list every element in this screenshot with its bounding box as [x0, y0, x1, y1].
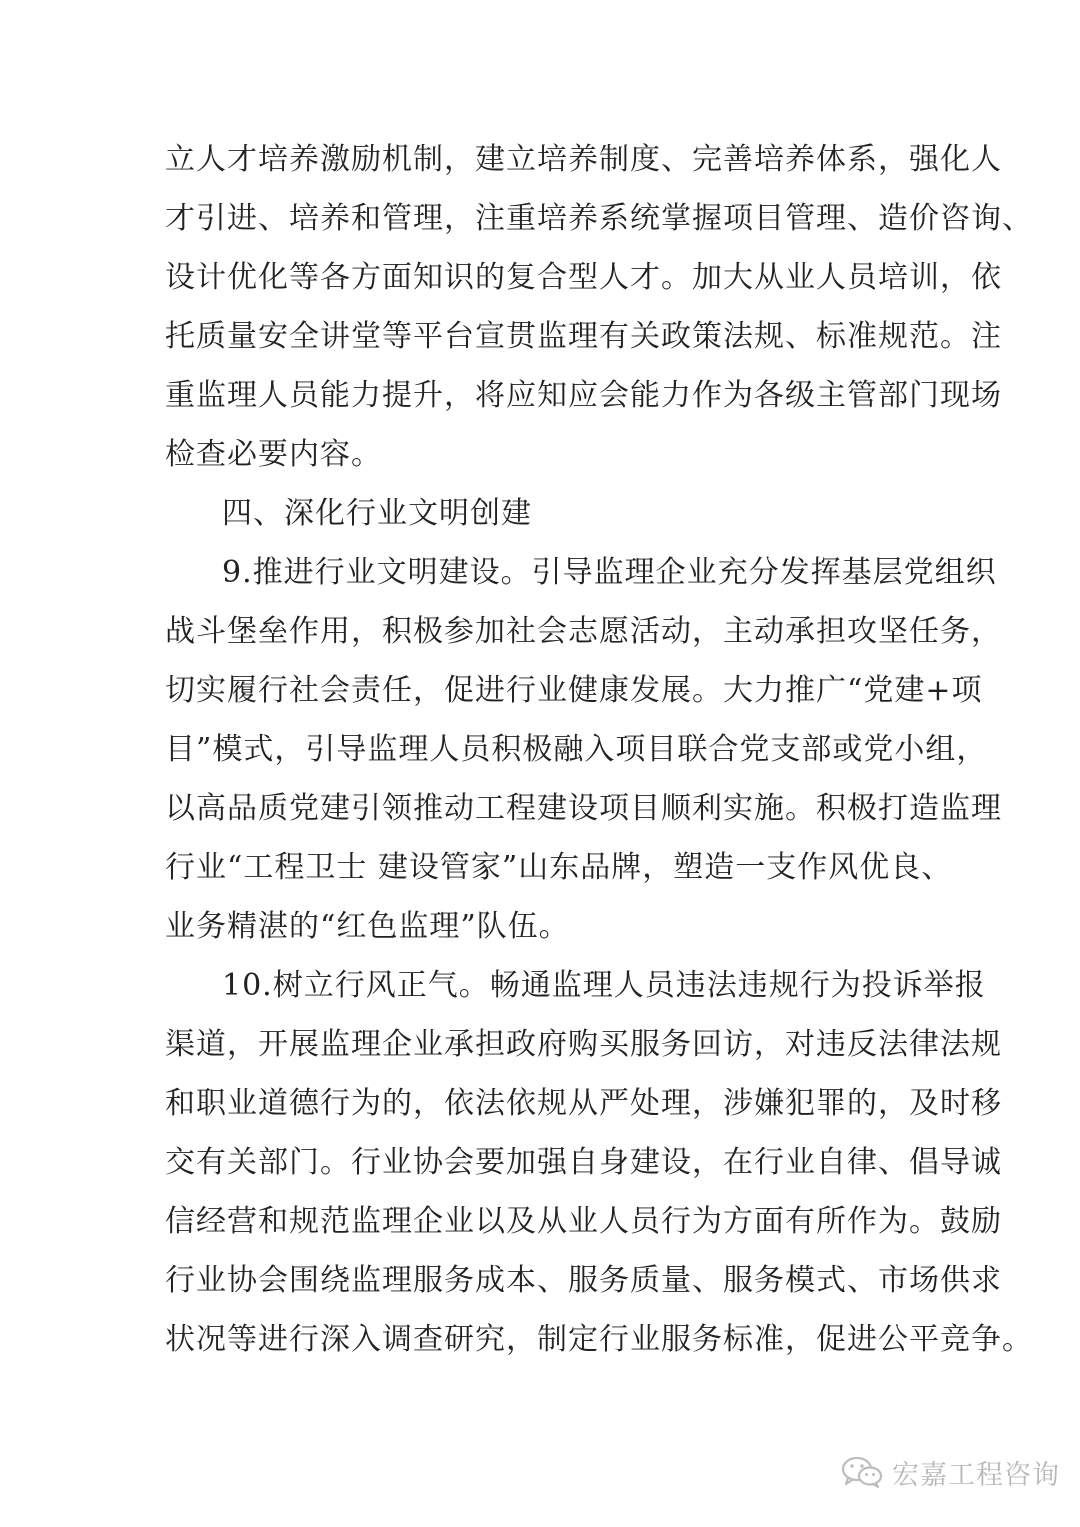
item-9-line: 目”模式，引导监理人员积极融入项目联合党支部或党小组，	[165, 732, 988, 767]
item-10-line: 和职业道德行为的，依法依规从严处理，涉嫌犯罪的，及时移	[165, 1086, 1002, 1121]
item-9-line: 行业“工程卫士 建设管家”山东品牌，塑造一支作风优良、	[165, 850, 953, 885]
item-9-line: 业务精湛的“红色监理”队伍。	[165, 909, 570, 944]
watermark-text: 宏嘉工程咨询	[892, 1459, 1060, 1491]
section-heading: 四、深化行业文明创建	[222, 496, 532, 531]
paragraph-line: 设计优化等各方面知识的复合型人才。加大从业人员培训，依	[165, 260, 1002, 295]
item-10-line: 交有关部门。行业协会要加强自身建设，在行业自律、倡导诚	[165, 1145, 1002, 1180]
item-10-line: 10.树立行风正气。畅通监理人员违法违规行为投诉举报	[222, 968, 986, 1003]
item-9-line: 以高品质党建引领推动工程建设项目顺利实施。积极打造监理	[165, 791, 1002, 826]
item-10-line: 状况等进行深入调查研究，制定行业服务标准，促进公平竞争。	[165, 1322, 1033, 1357]
item-9-line: 9.推进行业文明建设。引导监理企业充分发挥基层党组织	[222, 555, 997, 590]
item-9-line: 切实履行社会责任，促进行业健康发展。大力推广“党建+项	[165, 673, 983, 708]
watermark	[840, 1452, 1060, 1492]
paragraph-line: 重监理人员能力提升，将应知应会能力作为各级主管部门现场	[165, 378, 1002, 413]
item-10-line: 渠道，开展监理企业承担政府购买服务回访，对违反法律法规	[165, 1027, 1002, 1062]
paragraph-line: 托质量安全讲堂等平台宣贯监理有关政策法规、标准规范。注	[165, 319, 1002, 354]
item-9-line: 战斗堡垒作用，积极参加社会志愿活动，主动承担攻坚任务，	[165, 614, 1002, 649]
paragraph-line: 检查必要内容。	[165, 437, 382, 472]
item-10-line: 信经营和规范监理企业以及从业人员行为方面有所作为。鼓励	[165, 1204, 1002, 1239]
paragraph-line: 才引进、培养和管理，注重培养系统掌握项目管理、造价咨询、	[165, 201, 1033, 236]
paragraph-line: 立人才培养激励机制，建立培养制度、完善培养体系，强化人	[165, 142, 1002, 177]
wechat-icon	[840, 1455, 884, 1489]
item-10-line: 行业协会围绕监理服务成本、服务质量、服务模式、市场供求	[165, 1263, 1002, 1298]
